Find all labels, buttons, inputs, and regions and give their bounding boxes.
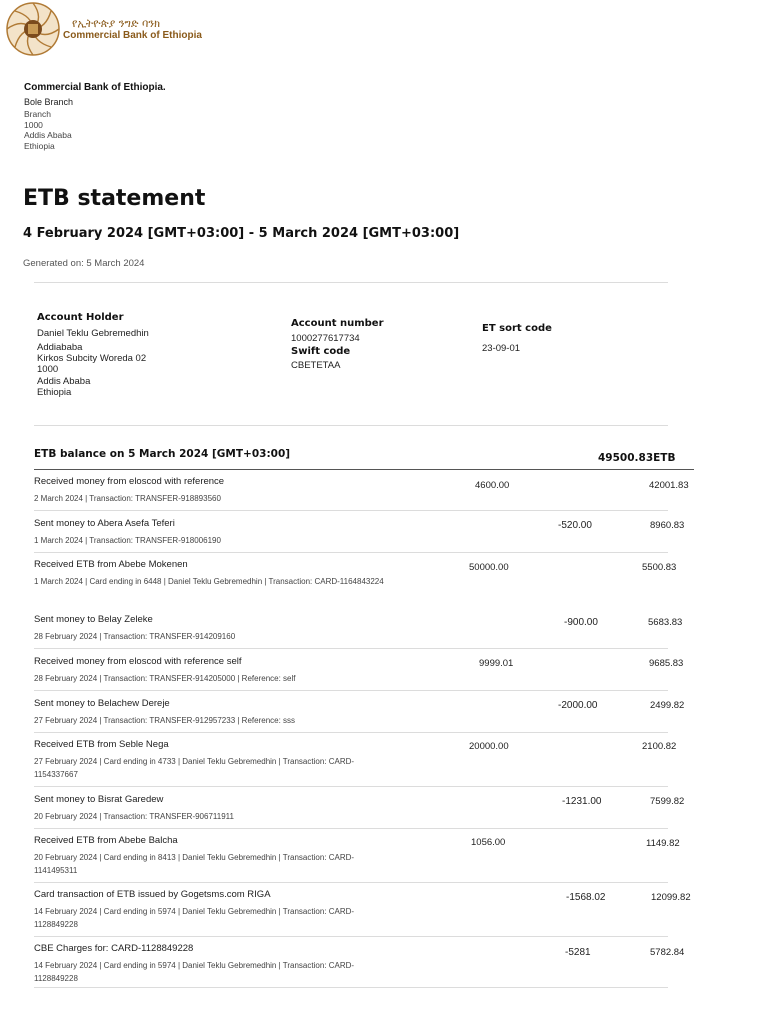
transaction-details: 28 February 2024 | Transaction: TRANSFER-914205000 | Reference: self [34, 674, 296, 683]
transaction-description: Sent money to Abera Asefa Teferi [34, 518, 175, 529]
transaction-details: 1 March 2024 | Transaction: TRANSFER-918006190 [34, 536, 221, 545]
transaction-row [34, 889, 691, 937]
transaction-details: 20 February 2024 | Card ending in 8413 | Daniel Teklu Gebremedhin | Transaction: CARD-1141495311 [34, 853, 355, 875]
transaction-money-in: 20000.00 [469, 741, 509, 752]
account-holder-line: Addis Ababa [37, 376, 91, 387]
divider [34, 425, 668, 426]
balance-title: ETB balance on 5 March 2024 [GMT+03:00] [34, 448, 291, 460]
row-divider [34, 936, 668, 937]
transaction-balance: 9685.83 [649, 658, 684, 669]
bank-address-line: Branch [24, 109, 51, 119]
transaction-row [34, 656, 684, 691]
account-holder-line: Kirkos Subcity Woreda 02 [37, 353, 147, 364]
transaction-row [34, 476, 689, 511]
transaction-money-out: -520.00 [558, 520, 592, 531]
transaction-balance: 2499.82 [650, 700, 685, 711]
row-divider [34, 786, 668, 787]
transaction-description: Received ETB from Abebe Mokenen [34, 559, 188, 570]
transaction-description: Sent money to Bisrat Garedew [34, 794, 164, 805]
bank-address-line: Ethiopia [24, 141, 55, 151]
bank-name: Commercial Bank of Ethiopia. [24, 82, 166, 93]
transaction-details: 14 February 2024 | Card ending in 5974 | Daniel Teklu Gebremedhin | Transaction: CARD-1128849228 [34, 907, 355, 929]
row-divider [34, 732, 668, 733]
statement-period: 4 February 2024 [GMT+03:00] - 5 March 2024 [GMT+03:00] [23, 226, 460, 241]
transaction-description: Received ETB from Seble Nega [34, 739, 169, 750]
row-divider [34, 882, 668, 883]
transaction-money-in: 9999.01 [479, 658, 514, 669]
transaction-description: Sent money to Belay Zeleke [34, 614, 153, 625]
transaction-description: Sent money to Belachew Dereje [34, 698, 170, 709]
transaction-row [34, 518, 685, 553]
logo-text-english: Commercial Bank of Ethiopia [63, 30, 202, 41]
transaction-details: 27 February 2024 | Card ending in 4733 | Daniel Teklu Gebremedhin | Transaction: CARD-1154337667 [34, 757, 355, 779]
account-number-label: Account number [291, 318, 384, 329]
transaction-details: 20 February 2024 | Transaction: TRANSFER-906711911 [34, 812, 234, 821]
transaction-row [34, 698, 685, 733]
transaction-details: 1 March 2024 | Card ending in 6448 | Daniel Teklu Gebremedhin | Transaction: CARD-1164843224 [34, 577, 384, 586]
transaction-description: Received money from eloscod with reference [34, 476, 225, 487]
logo-text-amharic: የኢትዮጵያ ንግድ ባንክ [72, 17, 161, 30]
transaction-balance: 2100.82 [642, 741, 677, 752]
row-divider [34, 828, 668, 829]
transaction-balance: 7599.82 [650, 796, 685, 807]
transaction-row [34, 739, 677, 787]
transaction-details: 14 February 2024 | Card ending in 5974 | Daniel Teklu Gebremedhin | Transaction: CARD-1128849228 [34, 961, 355, 983]
generated-date: Generated on: 5 March 2024 [23, 258, 145, 269]
row-divider [34, 690, 668, 691]
transaction-details: 28 February 2024 | Transaction: TRANSFER-914209160 [34, 632, 236, 641]
statement-title: ETB statement [23, 186, 206, 211]
branch-name: Bole Branch [24, 97, 74, 107]
bank-address-line: 1000 [24, 120, 43, 130]
transaction-balance: 12099.82 [651, 892, 691, 903]
transaction-description: Received ETB from Abebe Balcha [34, 835, 178, 846]
account-holder-line: Addiababa [37, 342, 83, 353]
transaction-money-out: -5281 [565, 947, 591, 958]
transaction-row [34, 835, 680, 883]
bank-address-line: Addis Ababa [24, 130, 72, 140]
transaction-description: Received money from eloscod with reference self [34, 656, 242, 667]
transaction-balance: 5500.83 [642, 562, 677, 573]
transaction-row [34, 794, 685, 829]
bank-logo [4, 0, 62, 58]
row-divider [34, 648, 668, 649]
account-holder-line: Daniel Teklu Gebremedhin [37, 328, 149, 339]
sort-code: 23-09-01 [482, 343, 521, 354]
balance-amount: 49500.83ETB [598, 452, 676, 464]
transaction-balance: 5683.83 [648, 617, 683, 628]
transaction-balance: 42001.83 [649, 480, 689, 491]
transaction-details: 2 March 2024 | Transaction: TRANSFER-918893560 [34, 494, 221, 503]
divider [34, 282, 668, 283]
transaction-details: 27 February 2024 | Transaction: TRANSFER-912957233 | Reference: sss [34, 716, 296, 725]
transaction-description: Card transaction of ETB issued by Gogetsms.com RIGA [34, 889, 271, 900]
transaction-money-out: -900.00 [564, 617, 598, 628]
transaction-balance: 8960.83 [650, 520, 685, 531]
transaction-money-in: 50000.00 [469, 562, 509, 573]
transaction-row [34, 943, 685, 989]
swift-code-label: Swift code [291, 346, 351, 357]
account-number: 1000277617734 [291, 333, 360, 344]
transaction-money-in: 1056.00 [471, 837, 506, 848]
balance-divider [34, 469, 694, 470]
transaction-money-out: -1568.02 [566, 892, 606, 903]
row-divider [34, 552, 668, 553]
transaction-balance: 1149.82 [646, 838, 680, 849]
sort-code-label: ET sort code [482, 323, 552, 334]
transaction-row [34, 559, 677, 607]
transaction-balance: 5782.84 [650, 947, 685, 958]
account-holder-line: 1000 [37, 364, 59, 375]
transaction-money-out: -2000.00 [558, 700, 598, 711]
transaction-money-in: 4600.00 [475, 480, 510, 491]
transaction-row [34, 614, 683, 649]
transaction-money-out: -1231.00 [562, 796, 602, 807]
transaction-description: CBE Charges for: CARD-1128849228 [34, 943, 194, 954]
swift-code: CBETETAA [291, 360, 341, 371]
row-divider [34, 987, 668, 988]
account-holder-line: Ethiopia [37, 387, 72, 398]
account-holder-label: Account Holder [37, 312, 124, 323]
row-divider [34, 510, 668, 511]
